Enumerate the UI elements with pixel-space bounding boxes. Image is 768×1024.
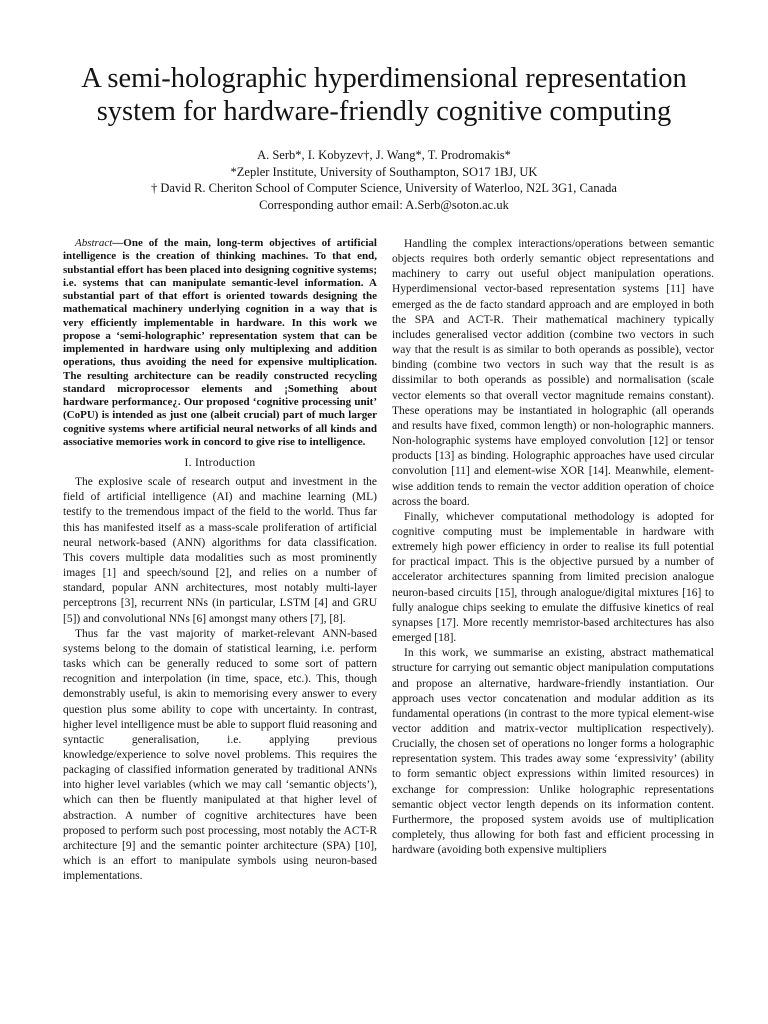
intro-paragraph-4: Finally, whichever computational methodology is adopted for cognitive computing must be implementable in hardware with extremely high power efficiency in order to realise its full potential for practical impact. This is the objective pursued by a number of accelerator architectures spanning from limited precision analogue neuron-based circuits [15], through analogue/digital mixtures [16] to fully analogue chips seeking to emulate the diffusive kinetics of real synapses [17]. More recently memristor-based architectures has also emerged [18]. [392, 510, 714, 645]
intro-paragraph-1: The explosive scale of research output and investment in the field of artificial intelligence (AI) and machine learning (ML) testify to the tremendous impact of the field to the world. Thus far this has manifested itself as a mass-scale proliferation of artificial neural network-based (ANN) algorithms for data classification. This covers multiple data modalities such as most prominently images [1] and speech/sound [2], and relies on a number of standard, popular ANN architectures, most notably multi-layer perceptrons [3], recurrent NNs (in particular, LSTM [4] and GRU [5]) and convolutional NNs [6] amongst many others [7], [8]. [63, 476, 377, 625]
affiliation-waterloo: † David R. Cheriton School of Computer Science, University of Waterloo, N2L 3G1, Canada [151, 181, 617, 195]
abstract-text: —One of the main, long-term objectives of artificial intelligence is the creation of thinking machines. To that end, substantial effort has been placed into designing cognitive systems; i.e. systems that can manipulate semantic-level information. A substantial part of that effort is oriented towards designing the mathematical machinery underlying cognition in a way that is very efficiently implementable in hardware. In this work we propose a ‘semi-holographic’ representation system that can be implemented in hardware using only multiplexing and addition operations, thus avoiding the need for expensive multiplication. The resulting architecture can be readily constructed recycling standard microprocessor elements and ¡Something about hardware performance¿. Our proposed ‘cognitive processing unit’ (CoPU) is intended as just one (albeit crucial) part of much larger cognitive systems where artificial neural networks of all kinds and associative memories work in concord to give rise to intelligence. [63, 237, 377, 448]
left-column [63, 237, 377, 884]
abstract [63, 237, 377, 449]
author-block [20, 147, 748, 213]
right-column [392, 237, 714, 858]
intro-paragraph-2: Thus far the vast majority of market-relevant ANN-based systems belong to the domain of statistical learning, i.e. perform tasks which can be generally reduced to some sort of pattern recognition and interpolation (in time, space, etc.). This, though demonstrably useful, is akin to memorising every answer to every question plus some ability to cope with uncertainty. In contrast, higher level intelligence must be able to support fluid reasoning and syntactic generalisation, i.e. applying previous knowledge/experience to solve novel problems. This requires the packaging of classified information generated by traditional ANNs into higher level variables (which we may call ‘semantic objects’), which can then be fluently manipulated at that higher level of abstraction. A number of cognitive architectures have been proposed to perform such post processing, most notably the ACT-R architecture [9] and the semantic pointer architecture (SPA) [10], which is an effort to manipulate symbols using neuron-based implementations. [63, 627, 377, 883]
affiliation-southampton: *Zepler Institute, University of Southampton, SO17 1BJ, UK [230, 164, 538, 179]
section-heading-introduction: I. Introduction [184, 457, 256, 469]
intro-paragraph-5: In this work, we summarise an existing, abstract mathematical structure for carrying out semantic object manipulation computations and propose an alternative, hardware-friendly instantiation. Our approach uses vector concatenation and modular addition as its fundamental operations (in contrast to the more typical element-wise vector addition and matrix-vector multiplication respectively). Crucially, the chosen set of operations no longer forms a holographic representation system. This trades away some ‘expressivity’ (ability to form semantic object expressions within limited resources) in exchange for compression: Unlike holographic representations semantic object vector length depends on its information content. Furthermore, the proposed system avoids use of multiplication completely, thus allowing for both fast and efficient processing in hardware (avoiding both expensive multipliers [392, 647, 714, 857]
abstract-label: Abstract [75, 237, 113, 249]
title-line-2: system for hardware-friendly cognitive computing [96, 96, 672, 127]
intro-paragraph-3: Handling the complex interactions/operations between semantic objects requires both orderly semantic object representations and machinery to carry out useful object manipulation operations. Hyperdimensional vector-based representation systems [11] have emerged as the de facto standard approach and are employed in both the SPA and ACT-R. Their mathematical machinery typically includes generalised vector addition (combine two vectors in such way that the result is as similar to both operands as possible), vector binding (combine two vectors in such way that the result is as dissimilar to both operands as possible) and normalisation (scale vector elements so that overall vector magnitude remains constant). These operations may be instantiated in holographic (all operands and results have fixed, common length) or non-holographic manners. Non-holographic systems have employed convolution [12] or tensor products [13] as binding. Holographic approaches have used circular convolution [11] and element-wise XOR [14]. Meanwhile, element-wise addition tends to remain the vector addition operation of choice across the board. [392, 238, 714, 508]
author-names: A. Serb*, I. Kobyzev†, J. Wang*, T. Prodromakis* [257, 148, 511, 162]
corresponding-author: Corresponding author email: A.Serb@soton.ac.uk [259, 197, 509, 212]
title-line-1: A semi-holographic hyperdimensional representation [81, 63, 687, 94]
paper-title [20, 62, 748, 128]
